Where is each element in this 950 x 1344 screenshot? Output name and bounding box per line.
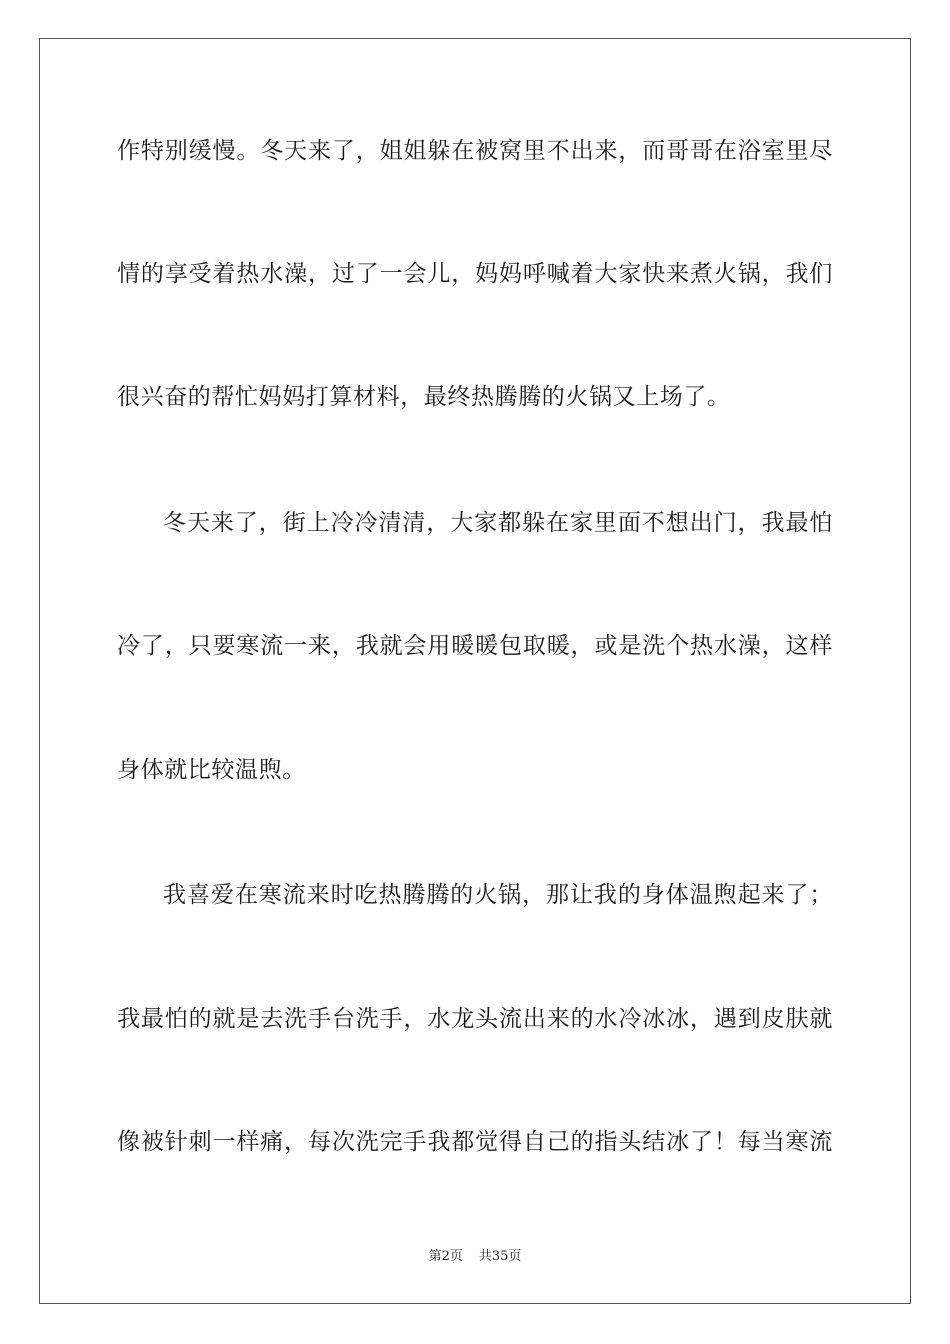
text-line-6: 身体就比较温煦。 (117, 757, 306, 783)
text-line-3: 很兴奋的帮忙妈妈打算材料，最终热腾腾的火锅又上场了。 (117, 384, 731, 410)
page-border (39, 38, 911, 1304)
page-total: 共35页 (478, 1249, 522, 1264)
page-number: 第2页 (428, 1249, 463, 1264)
text-line-5: 冷了，只要寒流一来，我就会用暖暖包取暖，或是洗个热水澡，这样 (117, 633, 833, 659)
text-line-4: 冬天来了，街上冷冷清清，大家都躲在家里面不想出门，我最怕 (163, 510, 833, 536)
text-line-9: 像被针刺一样痛，每次洗完手我都觉得自己的指头结冰了！每当寒流 (117, 1129, 833, 1155)
text-line-1: 作特别缓慢。冬天来了，姐姐躲在被窝里不出来，而哥哥在浴室里尽 (117, 138, 833, 164)
page-footer (0, 1248, 950, 1266)
text-line-7: 我喜爱在寒流来时吃热腾腾的火锅，那让我的身体温煦起来了； (163, 882, 833, 908)
text-line-8: 我最怕的就是去洗手台洗手，水龙头流出来的水冷冰冰，遇到皮肤就 (117, 1006, 833, 1032)
text-line-2: 情的享受着热水澡，过了一会儿，妈妈呼喊着大家快来煮火锅，我们 (117, 261, 833, 287)
